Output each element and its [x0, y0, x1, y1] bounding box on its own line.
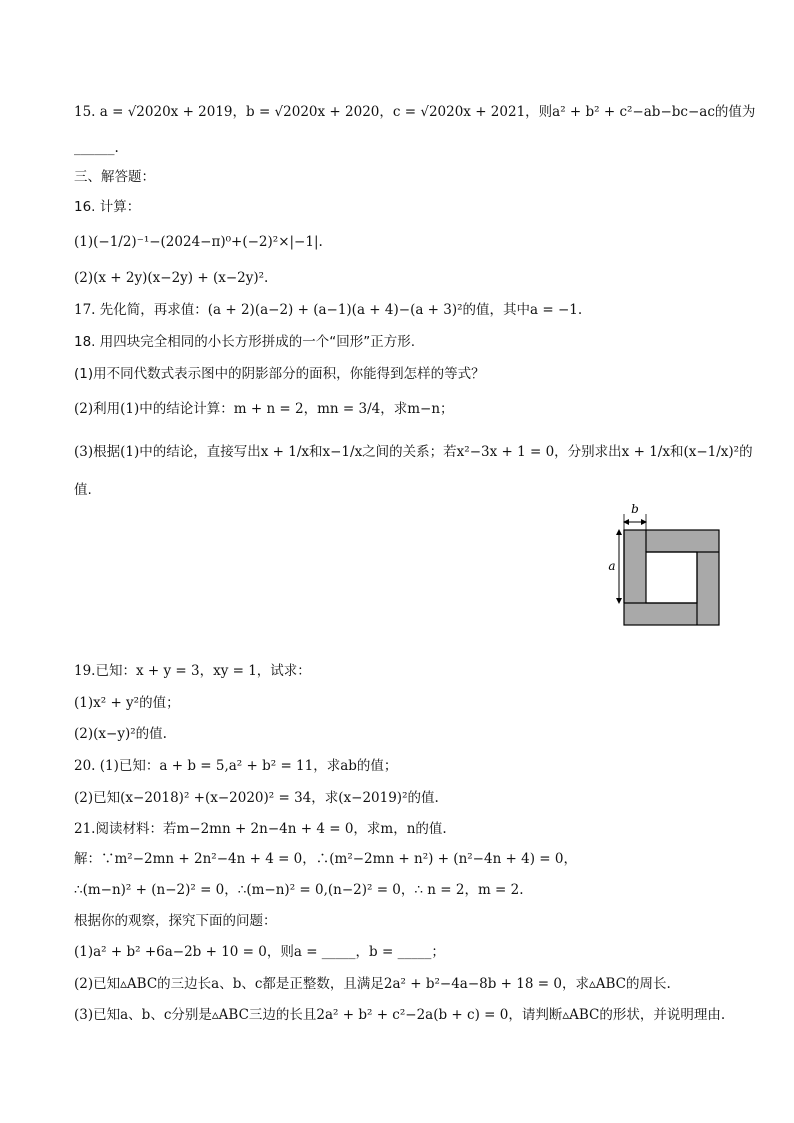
question-21-solution-1: 解：∵m²−2mn + 2n²−4n + 4 = 0，∴(m²−2mn + n²) + (n²−4n + 4) = 0，: [74, 851, 578, 867]
question-19-title: 19.已知：x + y = 3，xy = 1，试求：: [74, 663, 311, 679]
question-18-part-3: (3)根据(1)中的结论，直接写出x + 1/x和x−1/x之间的关系；若x²−3x + 1 = 0，分别求出x + 1/x和(x−1/x)²的: [74, 444, 753, 460]
question-20-part-2: (2)已知(x−2018)² +(x−2020)² = 34，求(x−2019)²的值.: [74, 790, 439, 806]
question-19-part-2: (2)(x−y)²的值.: [74, 726, 167, 742]
question-21-part-3: (3)已知a、b、c分别是▵ABC三边的长且2a² + b² + c²−2a(b + c) = 0，请判断▵ABC的形状，并说明理由.: [74, 1007, 726, 1023]
question-15-blank: ______.: [74, 140, 119, 156]
section-heading: 三、解答题：: [74, 169, 155, 185]
question-19-part-1: (1)x² + y²的值；: [74, 695, 180, 711]
question-18-part-2: (2)利用(1)中的结论计算：m + n = 2，mn = 3/4，求m−n；: [74, 401, 454, 417]
question-21-solution-2: ∴(m−n)² + (n−2)² = 0，∴(m−n)² = 0,(n−2)² = 0，∴ n = 2，m = 2.: [74, 882, 524, 898]
question-18-title: 18. 用四块完全相同的小长方形拼成的一个“回形”正方形.: [74, 334, 416, 350]
label-b: b: [631, 502, 639, 516]
question-20-part-1: 20. (1)已知：a + b = 5,a² + b² = 11，求ab的值；: [74, 758, 398, 774]
inner-square: [646, 552, 697, 603]
question-16-part-2: (2)(x + 2y)(x−2y) + (x−2y)².: [74, 270, 269, 286]
question-21-title: 21.阅读材料：若m−2mn + 2n−4n + 4 = 0，求m，n的值.: [74, 821, 447, 837]
question-21-intro: 根据你的观察，探究下面的问题：: [74, 913, 277, 929]
question-16-title: 16. 计算：: [74, 199, 141, 215]
square-figure: [600, 500, 730, 630]
label-a: a: [608, 559, 616, 573]
question-18-part-3-end: 值.: [74, 482, 92, 498]
question-18-part-1: (1)用不同代数式表示图中的阴影部分的面积，你能得到怎样的等式？: [74, 366, 485, 382]
question-15: 15. a = √2020x + 2019，b = √2020x + 2020，c = √2020x + 2021，则a² + b² + c²−ab−bc−ac的值为: [74, 104, 756, 120]
question-17: 17. 先化简，再求值：(a + 2)(a−2) + (a−1)(a + 4)−(a + 3)²的值，其中a = −1.: [74, 302, 583, 318]
question-16-part-1: (1)(−1/2)⁻¹−(2024−π)⁰+(−2)²×|−1|.: [74, 234, 323, 250]
question-21-part-1: (1)a² + b² +6a−2b + 10 = 0，则a = _____，b = _____；: [74, 944, 445, 960]
question-21-part-2: (2)已知▵ABC的三边长a、b、c都是正整数，且满足2a² + b²−4a−8b + 18 = 0，求▵ABC的周长.: [74, 976, 671, 992]
